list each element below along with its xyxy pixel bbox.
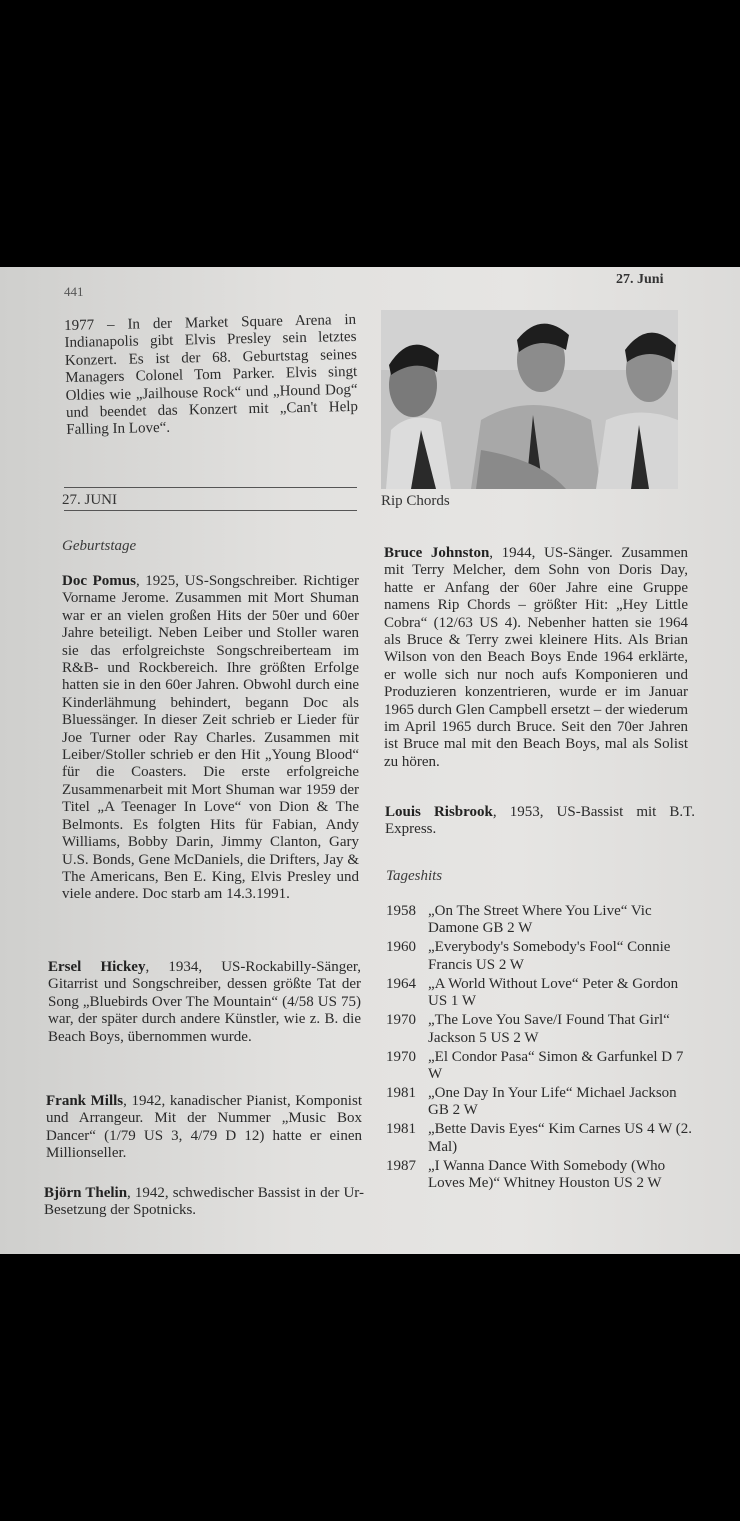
hit-item [386,1012,696,1047]
hit-text: „The Love You Save/I Found That Girl“ Jackson 5 US 2 W [428,1012,670,1046]
entry-louis-risbrook [385,804,695,839]
entry-doc-pomus [62,573,359,904]
intro-paragraph [64,312,358,440]
entry-text: , 1944, US-Sänger. Zusammen mit Terry Melcher, dem Sohn von Doris Day, hatte er Anfang der 60er Jahre eine Gruppe namens Rip Chords – größter Hit: „Hey Little Cobra“ (12/63 US 4). Nebenher hatten sie 1964 als Bruce & Terry zwei kleinere Hits. Als Brian Wilson von den Beach Boys Ende 1964 erklärte, er wolle sich nur noch aufs Komponieren und Produzieren konzentrieren, wurde er im Januar 1965 durch Glen Campbell ersetzt – der wiederum im April 1965 durch Bruce. Seit den 70er Jahren ist Bruce mal mit den Beach Boys, mal als Solist zu hören. [384,545,688,770]
hit-year: 1987 [386,1157,416,1174]
entry-ersel-hickey [48,959,361,1046]
hit-text: „A World Without Love“ Peter & Gordon US 1 W [428,975,679,1010]
right-column-2 [385,804,695,839]
entry-name: Louis Risbrook [385,804,493,820]
intro-text: 1977 – In der Market Square Arena in Indianapolis gibt Elvis Presley sein letztes Konzert. Es ist der 68. Geburtstag seines Managers Colonel Tom Parker. Elvis singt Oldies wie „Jailhouse Rock“ und „Hound Dog“ und beendet das Konzert mit „Can't Help Falling In Love“. [64,311,359,439]
entry-name: Frank Mills [46,1093,124,1109]
entry-text: , 1925, US-Songschreiber. Richtiger Vorname Jerome. Zusammen mit Mort Shuman war er an vielen großen Hits der 50er und 60er Jahre beteiligt. Neben Leiber und Stoller waren sie das erfolgreichste Songschreiberteam im R&B- und Rockbereich. Ihre größten Erfolge hatten sie in den 60er Jahren. Obwohl durch eine Kinderlähmung behindert, begann Doc als Bluessänger. In dieser Zeit schrieb er Lieder für Joe Turner oder Ray Charles. Zusammen mit Leiber/Stoller schrieb er den Hit „Young Blood“ für die Coasters. Die erste erfolgreiche Zusammenarbeit mit Mort Shuman war 1959 der Titel „A Teenager In Love“ von Dion & The Belmonts. Es folgten Hits für Fabian, Andy Williams, Bobby Darin, Jimmy Clanton, Gary U.S. Bonds, Gene McDaniels, die Drifters, Jay & The Americans, Ben E. King, Elvis Presley und viele andere. Doc starb am 14.3.1991. [62,573,359,903]
hit-text: „El Condor Pasa“ Simon & Garfunkel D 7 W [428,1048,684,1083]
heading-rule-bottom [64,510,357,511]
hit-text: „Bette Davis Eyes“ Kim Carnes US 4 W (2. Mal) [428,1121,692,1155]
hit-year: 1970 [386,1048,416,1065]
left-column [62,573,359,904]
left-column-2 [48,959,361,1046]
hit-item [386,1085,696,1120]
hit-text: „Everybody's Somebody's Fool“ Connie Francis US 2 W [428,939,671,973]
entry-name: Björn Thelin [44,1185,128,1201]
hit-year: 1964 [386,975,416,992]
entry-name: Ersel Hickey [48,959,146,975]
band-photo-image [381,310,678,489]
book-page [0,267,740,1254]
section-day-hits: Tageshits [386,868,443,884]
entry-bruce-johnston [384,545,688,771]
running-head: 27. Juni [616,272,664,287]
entry-text: , 1934, US-Rockabilly-Sänger, Gitarrist und Songschreiber, dessen größte Tat der Song „Bluebirds Over The Mountain“ (4/58 US 75) war, der später durch andere Künstler, wie z. B. die Beach Boys, übernommen wurde. [48,959,361,1045]
day-hits-list [386,903,696,1194]
entry-name: Bruce Johnston [384,545,490,561]
right-column [384,545,688,771]
hit-year: 1970 [386,1012,416,1029]
date-heading: 27. JUNI [62,492,117,508]
hit-item [386,976,696,1011]
section-birthdays: Geburtstage [62,538,137,554]
entry-text: , 1942, schwedischer Bassist in der Ur-Besetzung der Spotnicks. [44,1185,364,1219]
page-number: 441 [64,284,84,299]
photo-caption: Rip Chords [381,493,450,509]
entry-bjorn-thelin [44,1185,364,1220]
hit-item [386,939,696,974]
hit-text: „I Wanna Dance With Somebody (Who Loves Me)“ Whitney Houston US 2 W [428,1157,666,1192]
rip-chords-photo [381,310,678,489]
left-column-3 [46,1093,362,1163]
entry-text: , 1942, kanadischer Pianist, Komponist und Arrangeur. Mit der Nummer „Music Box Dancer“ (1/79 US 3, 4/79 D 12) hatte er einen Millionseller. [46,1093,362,1162]
hit-item [386,1049,696,1084]
hit-text: „On The Street Where You Live“ Vic Damone GB 2 W [428,903,652,937]
heading-rule-top [64,487,357,488]
hit-year: 1981 [386,1121,416,1138]
hit-item [386,1121,696,1156]
hit-year: 1958 [386,903,416,919]
entry-text: , 1953, US-Bassist mit B.T. Express. [385,804,695,838]
hit-item [386,903,696,938]
left-column-4 [44,1185,364,1220]
hit-text: „One Day In Your Life“ Michael Jackson GB 2 W [428,1085,677,1119]
hit-item [386,1158,696,1193]
hit-year: 1981 [386,1085,416,1102]
hit-year: 1960 [386,939,416,956]
entry-name: Doc Pomus [62,573,136,589]
entry-frank-mills [46,1093,362,1163]
